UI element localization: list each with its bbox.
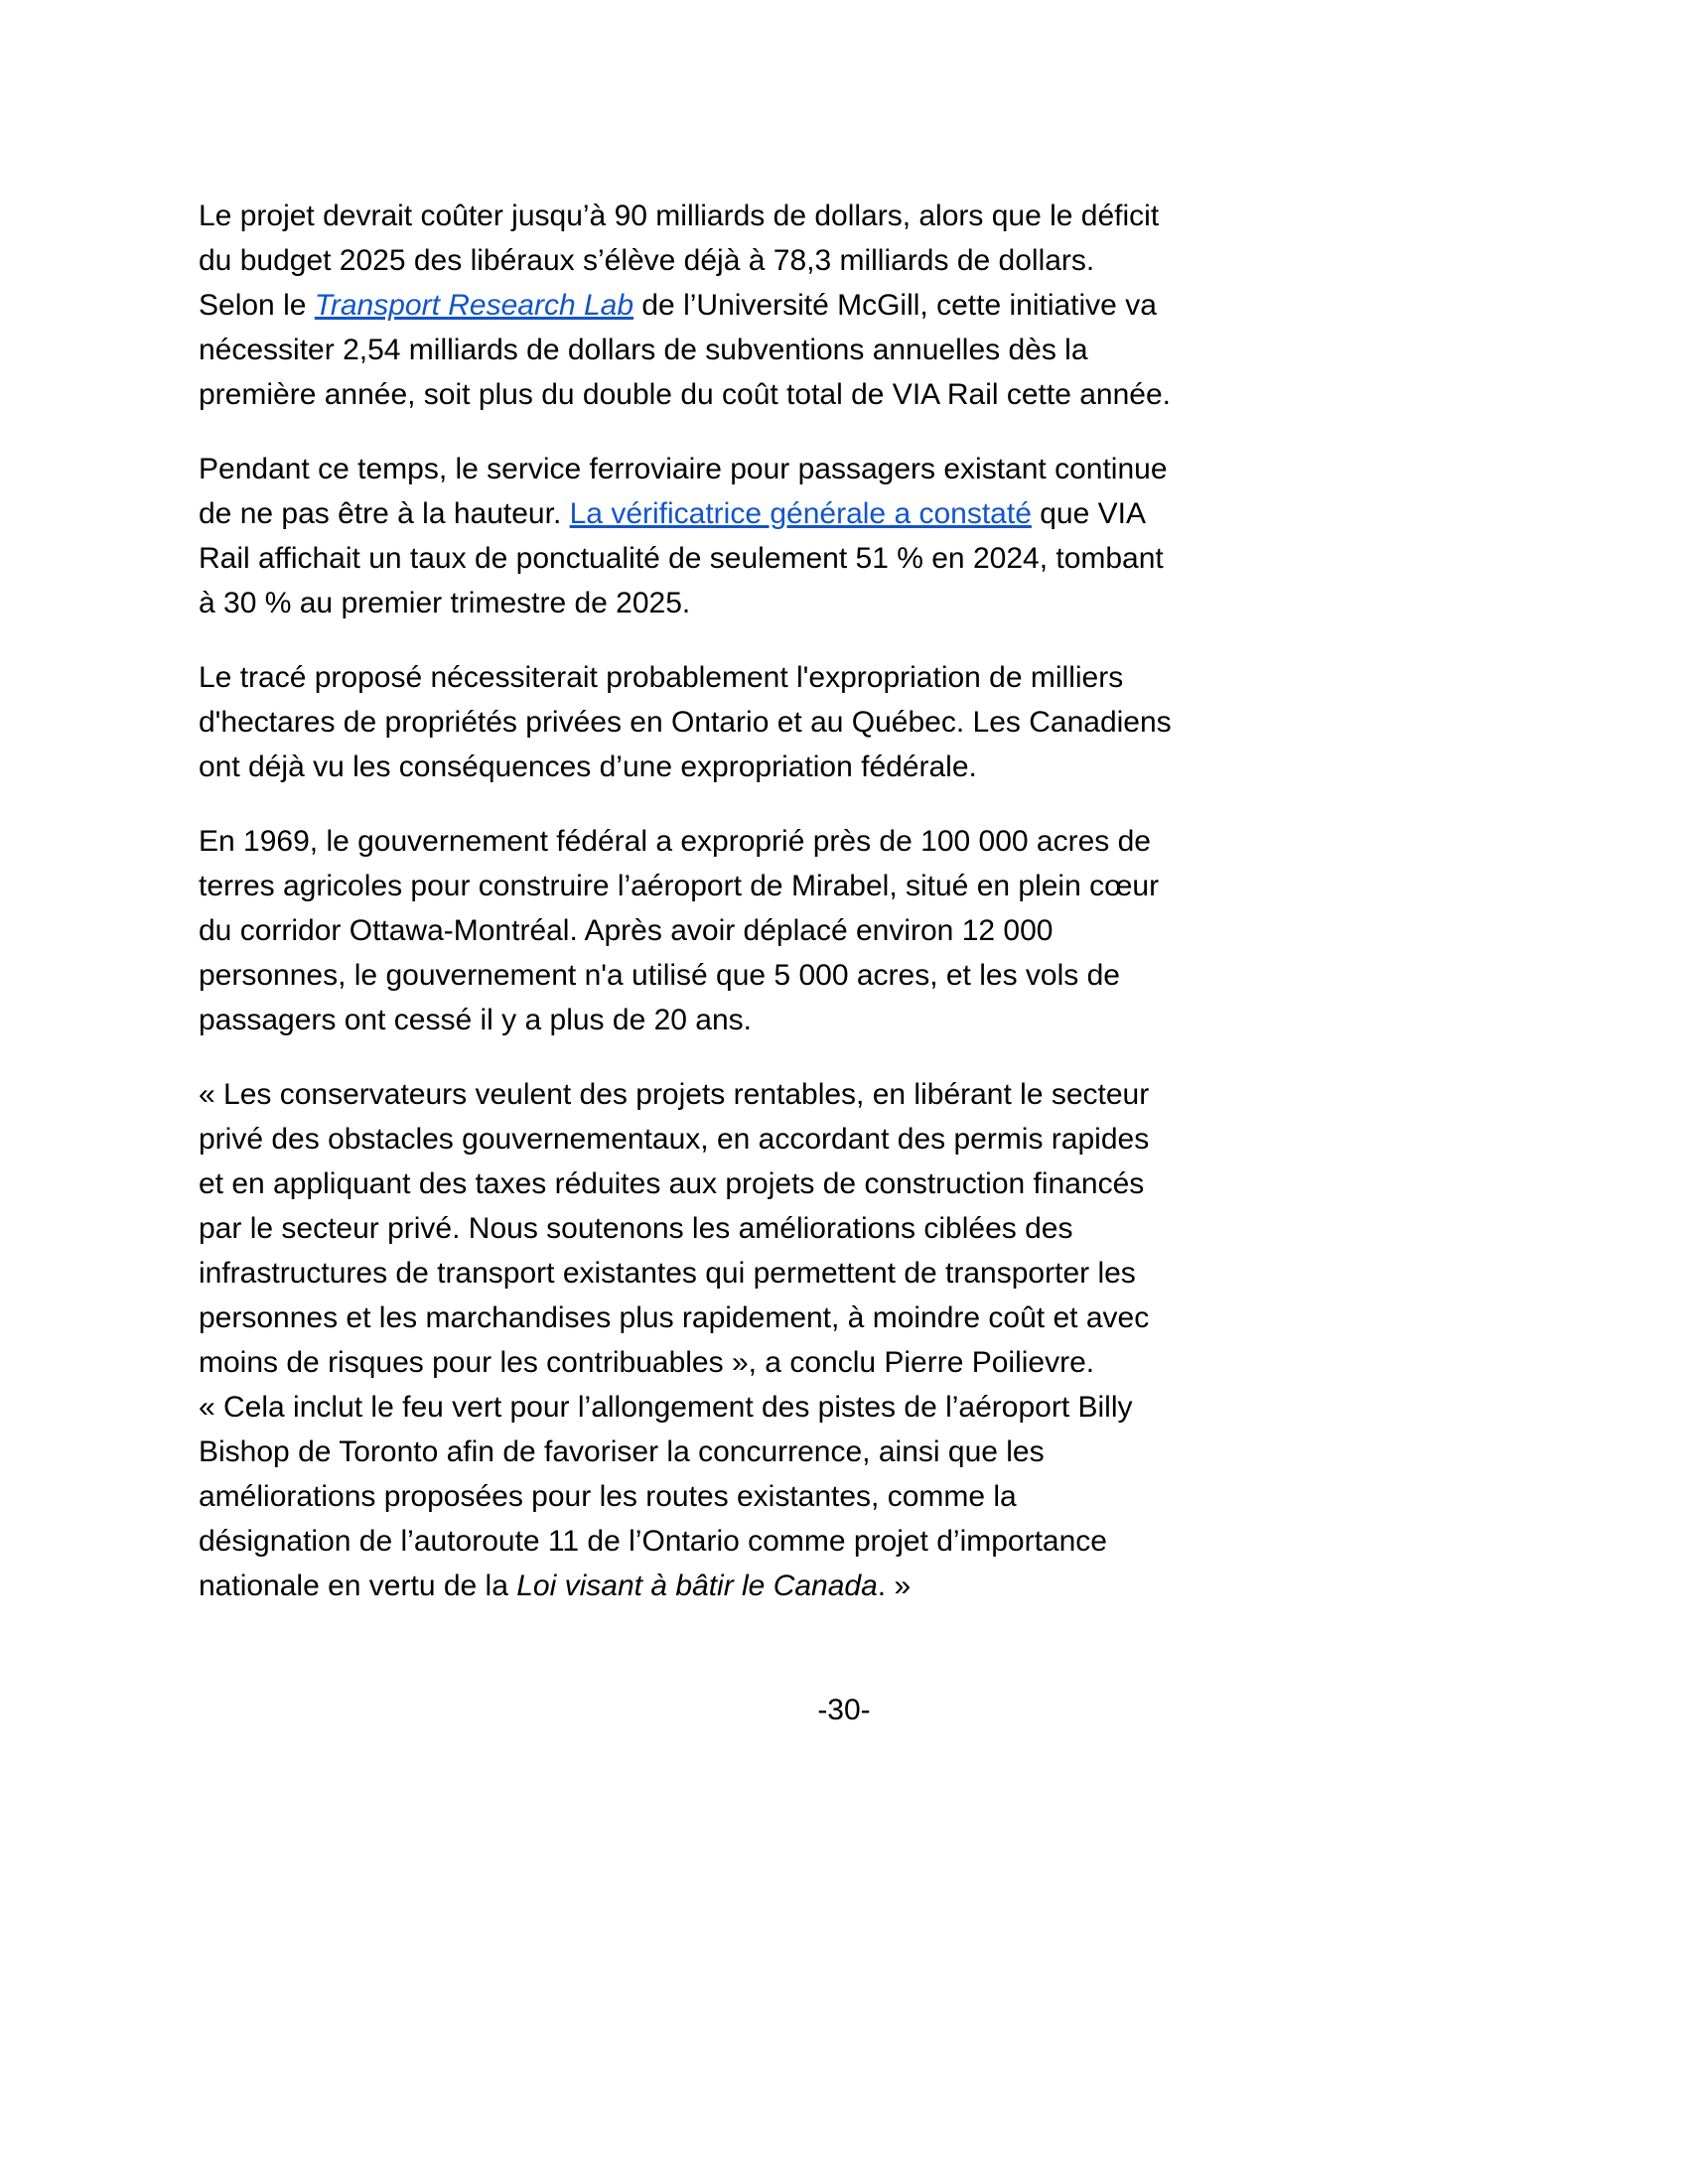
paragraph: [199, 447, 1177, 625]
text-run: de l’Université McGill, cette initiative va nécessiter 2,54 milliards de dollars de subventions annuelles dès la première année, soit plus du double du coût total de VIA Rail cette année.: [199, 289, 1171, 411]
text-run: Le projet devrait coûter jusqu’à 90 milliards de dollars, alors que le déficit du budget 2025 des libéraux s’élève déjà à 78,3 milliards de dollars. Selon le: [199, 200, 1160, 322]
text-run: En 1969, le gouvernement fédéral a exproprié près de 100 000 acres de terres agricoles pour construire l’aéroport de Mirabel, situé en plein cœur du corridor Ottawa-Montréal. Après avoir déplacé environ 12 000 personnes, le gouvernement n'a utilisé que 5 000 acres, et les vols de passagers ont cessé il y a plus de 20 ans.: [199, 825, 1160, 1036]
text-run: « Les conservateurs veulent des projets rentables, en libérant le secteur privé des obstacles gouvernementaux, en accordant des permis rapides et en appliquant des taxes réduites aux projets de construction financés par le secteur privé. Nous soutenons les améliorations ciblées des infrastructures de transport existantes qui permettent de transporter les personnes et les marchandises plus rapidement, à moindre coût et avec moins de risques pour les contribuables », a conclu Pierre Poilievre. « Cela inclut le feu vert pour l’allongement des pistes de l’aéroport Billy Bishop de Toronto afin de favoriser la concurrence, ainsi que les améliorations proposées pour les routes existantes, comme la désignation de l’autoroute 11 de l’Ontario comme projet d’importance nationale en vertu de la: [199, 1078, 1150, 1602]
text-run: Pendant ce temps, le service ferroviaire pour passagers existant continue de ne pas être à la hauteur.: [199, 453, 1168, 530]
paragraph: [199, 194, 1177, 417]
text-run: Loi visant à bâtir le Canada: [516, 1570, 878, 1602]
text-run: Le tracé proposé nécessiterait probablement l'expropriation de milliers d'hectares de propriétés privées en Ontario et au Québec. Les Canadiens ont déjà vu les conséquences d’une expropriation fédérale.: [199, 661, 1172, 783]
paragraphs: [199, 194, 1489, 1608]
hyperlink[interactable]: La vérificatrice générale a constaté: [569, 497, 1032, 530]
text-run: . »: [877, 1570, 912, 1602]
text-run: que VIA Rail affichait un taux de ponctualité de seulement 51 % en 2024, tombant à 30 % au premier trimestre de 2025.: [199, 497, 1164, 619]
paragraph: [199, 655, 1177, 789]
end-mark: -30-: [817, 1694, 871, 1726]
paragraph: [199, 1072, 1177, 1608]
paragraph: [199, 819, 1177, 1042]
hyperlink[interactable]: Transport Research Lab: [314, 289, 634, 322]
document-page: [199, 194, 1489, 1732]
